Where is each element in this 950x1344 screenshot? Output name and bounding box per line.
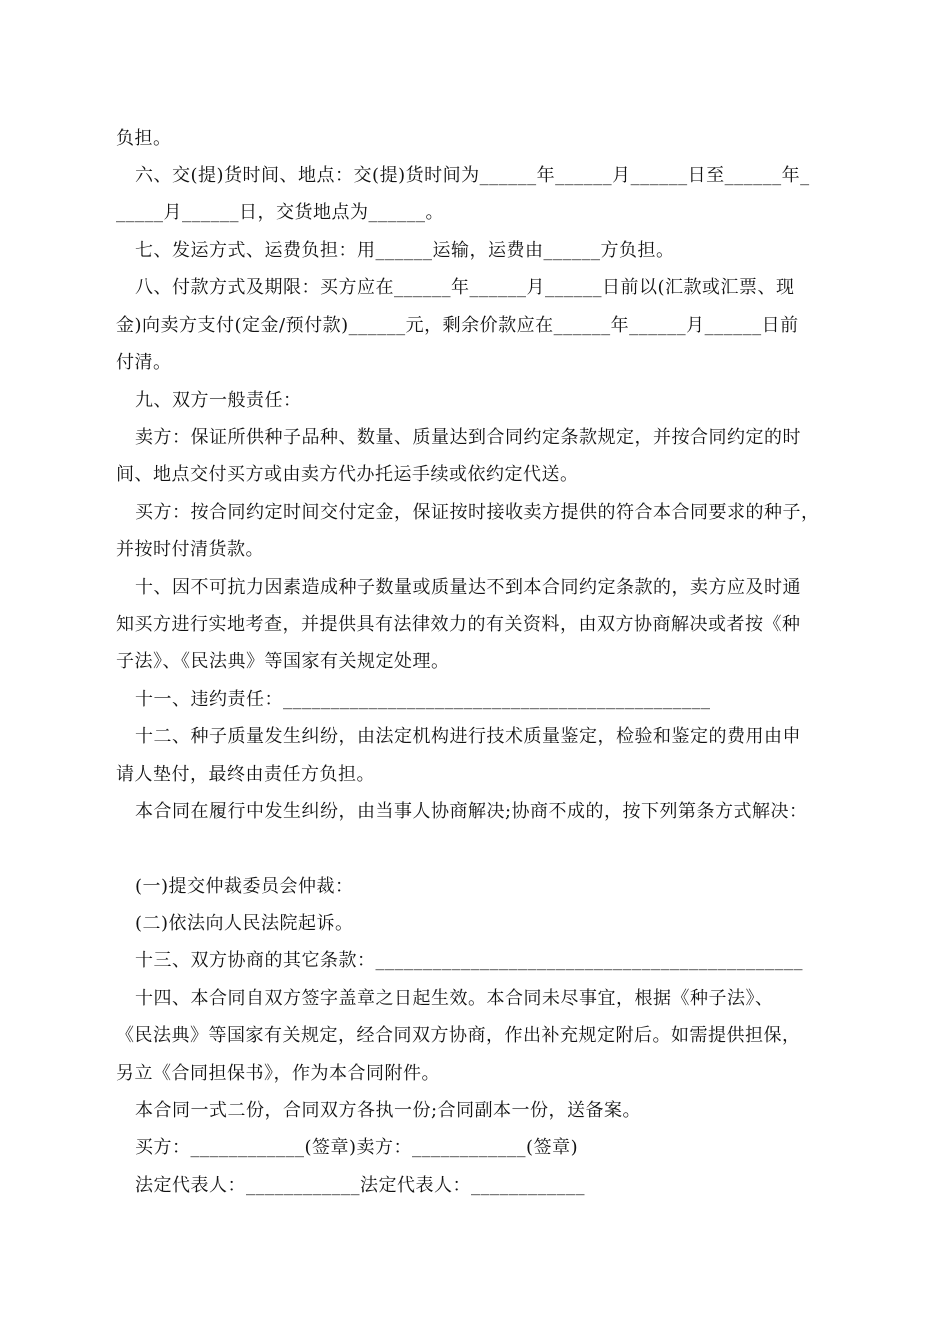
clause-8-line-2: 金)向卖方支付(定金/预付款)______元，剩余价款应在______年______月______日前	[116, 315, 799, 336]
seller-duty-line-2: 间、地点交付买方或由卖方代办托运手续或依约定代送。	[116, 464, 579, 485]
buyer-duty-line-1: 买方：按合同约定时间交付定金，保证按时接收卖方提供的符合本合同要求的种子，	[135, 502, 820, 523]
dispute-resolution: 本合同在履行中发生纠纷，由当事人协商解决;协商不成的，按下列第条方式解决：	[135, 801, 808, 822]
copies-clause: 本合同一式二份，合同双方各执一份;合同副本一份，送备案。	[135, 1100, 642, 1121]
option-court: (二)依法向人民法院起诉。	[135, 913, 354, 934]
clause-7: 七、发运方式、运费负担：用______运输，运费由______方负担。	[135, 240, 675, 261]
buyer-duty-line-2: 并按时付清货款。	[116, 539, 264, 560]
clause-6-line-1: 六、交(提)货时间、地点：交(提)货时间为______年______月______日至______年_	[135, 165, 810, 186]
text-line: 负担。	[116, 128, 172, 149]
clause-12-line-2: 请人垫付，最终由责任方负担。	[116, 764, 375, 785]
clause-13: 十三、双方协商的其它条款：_____________________________________________	[135, 950, 803, 971]
seller-duty-line-1: 卖方：保证所供种子品种、数量、质量达到合同约定条款规定，并按合同约定的时	[135, 427, 801, 448]
signature-parties: 买方：____________(签章)卖方：____________(签章)	[135, 1137, 579, 1158]
signature-representatives: 法定代表人：____________法定代表人：____________	[135, 1175, 585, 1196]
clause-10-line-1: 十、因不可抗力因素造成种子数量或质量达不到本合同约定条款的，卖方应及时通	[135, 577, 801, 598]
clause-8-line-1: 八、付款方式及期限：买方应在______年______月______日前以(汇款或汇票、现	[135, 277, 795, 298]
clause-10-line-3: 子法》、《民法典》等国家有关规定处理。	[116, 651, 450, 672]
clause-12-line-1: 十二、种子质量发生纠纷，由法定机构进行技术质量鉴定，检验和鉴定的费用由申	[135, 726, 801, 747]
clause-14-line-3: 另立《合同担保书》，作为本合同附件。	[116, 1063, 440, 1084]
option-arbitration: (一)提交仲裁委员会仲裁：	[135, 876, 354, 897]
clause-14-line-2: 《民法典》等国家有关规定，经合同双方协商，作出补充规定附后。如需提供担保，	[116, 1025, 801, 1046]
clause-9-heading: 九、双方一般责任：	[135, 390, 302, 411]
clause-8-line-3: 付清。	[116, 352, 172, 373]
clause-11: 十一、违约责任：_____________________________________________	[135, 689, 711, 710]
clause-10-line-2: 知买方进行实地考查，并提供具有法律效力的有关资料，由双方协商解决或者按《种	[116, 614, 801, 635]
clause-14-line-1: 十四、本合同自双方签字盖章之日起生效。本合同未尽事宜，根据《种子法》、	[135, 988, 774, 1009]
clause-6-line-2: _____月______日，交货地点为______。	[116, 202, 444, 223]
